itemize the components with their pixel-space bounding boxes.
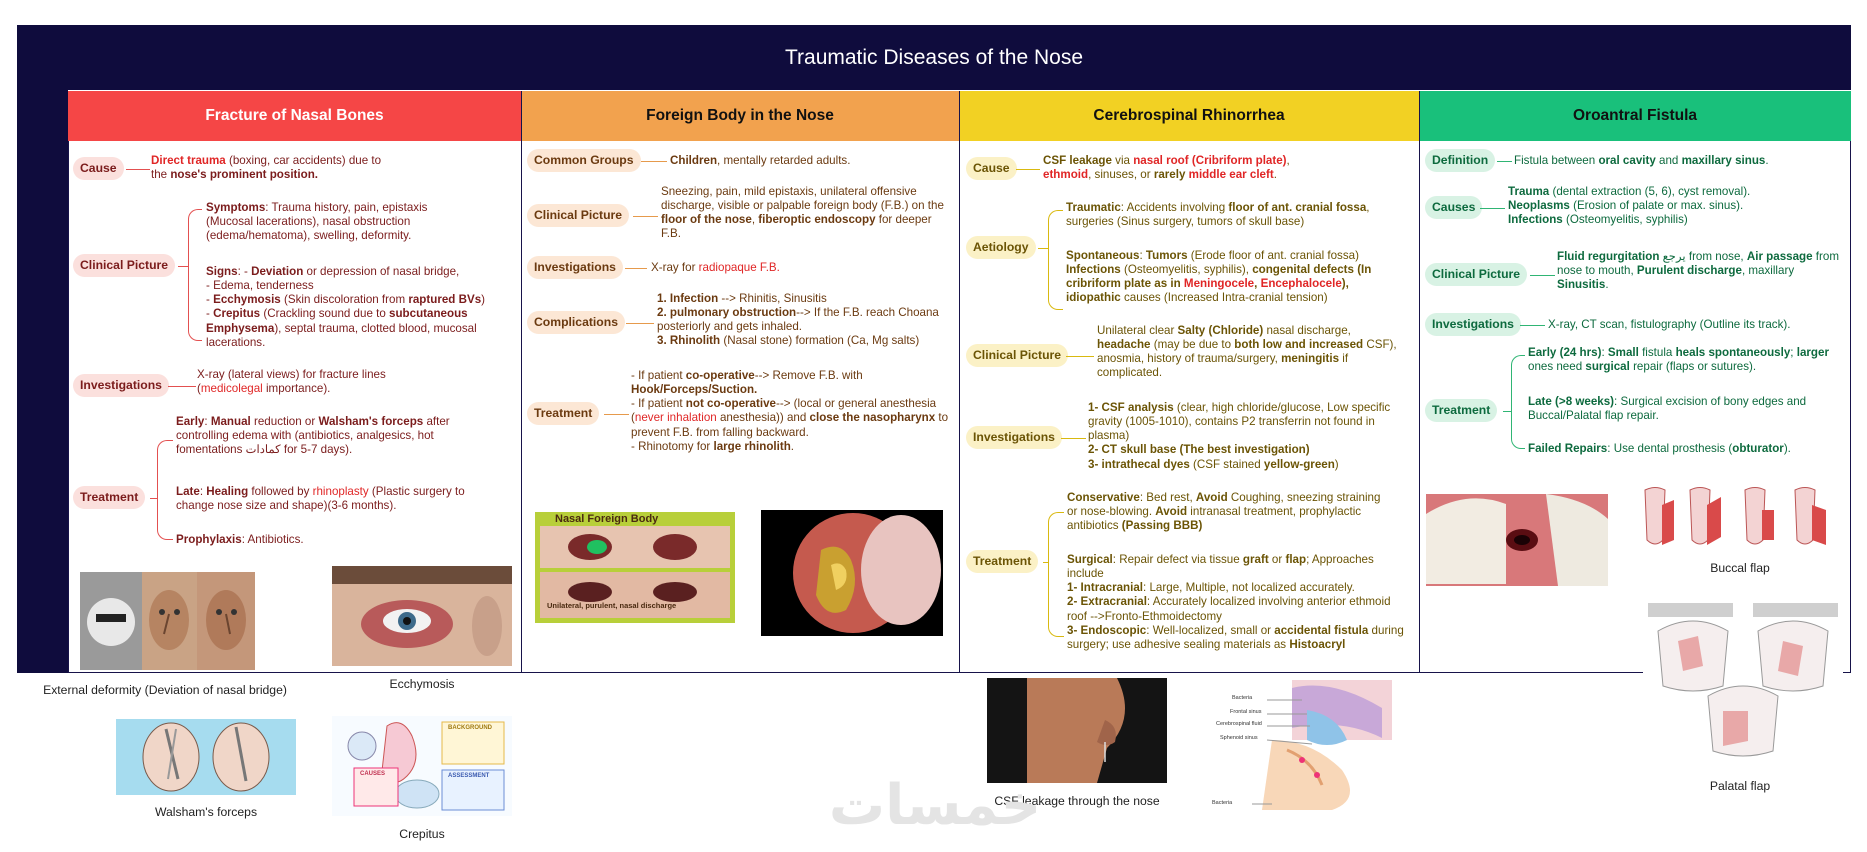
causes-text: Trauma (dental extraction (5, 6), cyst removal). Neoplasms (Erosion of palate or max. sinus). Infections (Osteomyelitis, syphilis) <box>1508 185 1751 227</box>
connector <box>1480 208 1505 209</box>
connector <box>1038 248 1048 249</box>
header-csf-rhinorrhea: Cerebrospinal Rhinorrhea <box>959 91 1419 141</box>
column-divider <box>521 91 522 673</box>
investigations-text: X-ray for radiopaque F.B. <box>651 261 780 274</box>
treatment-conservative: Conservative: Bed rest, Avoid Coughing, sneezing straining or nose-blowing. Avoid intranasal treatment, prophylactic antibiotics (Passing BBB) <box>1067 491 1381 533</box>
palatal-flap-illustration <box>1643 601 1843 771</box>
complications-text: 1. Infection --> Rhinitis, Sinusitis 2. pulmonary obstruction--> If the F.B. reach Choana posteriorly and gets inhaled. 3. Rhinolith (Nasal stone) formation (Ca, Mg salts) <box>657 292 939 348</box>
clinical-picture-label: Clinical Picture <box>527 204 629 227</box>
cause-text: CSF leakage via nasal roof (Cribriform plate), ethmoid, sinuses, or rarely middle ear cleft. <box>1043 154 1290 182</box>
treatment-failed: Failed Repairs: Use dental prosthesis (obturator). <box>1528 442 1791 455</box>
bracket <box>1511 355 1525 449</box>
clinical-picture-text: Unilateral clear Salty (Chloride) nasal discharge, headache (may be due to both low and increased CSF), anosmia, history of trauma/surgery, meningitis if complicated. <box>1097 324 1397 380</box>
investigations-label: Investigations <box>73 374 169 397</box>
treatment-label: Treatment <box>527 402 599 425</box>
clinical-picture-label: Clinical Picture <box>966 344 1068 367</box>
aetiology-label: Aetiology <box>966 236 1036 259</box>
bracket <box>188 209 202 341</box>
bracket <box>157 440 173 540</box>
crepitus-background-title: BACKGROUND <box>448 725 492 731</box>
left-banner-strip <box>17 90 68 673</box>
treatment-label: Treatment <box>966 550 1038 573</box>
definition-label: Definition <box>1425 149 1495 172</box>
treatment-label: Treatment <box>1425 399 1497 422</box>
csf-leakage-photo <box>987 678 1167 783</box>
caption-csf-leakage: CSF leakage through the nose <box>994 794 1160 808</box>
bracket <box>1048 210 1063 310</box>
treatment-early: Early (24 hrs): Small fistula heals spontaneously; larger ones need surgical repair (flaps or sutures). <box>1528 346 1829 374</box>
treatment-early: Early: Manual reduction or Walsham's forceps after controlling edema with (antibiotics, analgesics, hot fomentations كمادات for 5-7 days). <box>176 415 450 457</box>
diagram-label-frontal-sinus: Frontal sinus <box>1230 709 1262 715</box>
foreign-body-image-subtitle: Unilateral, purulent, nasal discharge <box>547 601 677 610</box>
connector <box>604 414 629 415</box>
treatment-late: Late: Healing followed by rhinoplasty (Plastic surgery to change nose size and shape)(3-6 months). <box>176 485 465 513</box>
buccal-flap-illustration <box>1640 485 1840 557</box>
connector <box>1497 161 1512 162</box>
external-deformity-photo <box>80 572 255 670</box>
treatment-label: Treatment <box>73 486 145 509</box>
connector <box>150 498 157 499</box>
investigations-label: Investigations <box>966 426 1062 449</box>
connector <box>625 268 647 269</box>
common-groups-text: Children, mentally retarded adults. <box>670 154 851 167</box>
connector <box>1503 411 1511 412</box>
connector <box>178 266 188 267</box>
investigations-text: X-ray, CT scan, fistulography (Outline its track). <box>1548 318 1791 331</box>
diagram-label-bacteria: Bacteria <box>1232 695 1253 701</box>
clinical-picture-text: Sneezing, pain, mild epistaxis, unilateral offensive discharge, visible or palpable foreign body (F.B.) on the floor of the nose, fiberoptic endoscopy for deeper F.B. <box>661 185 944 241</box>
connector <box>168 386 196 387</box>
diagram-label-csf: Cerebrospinal fluid <box>1216 721 1262 727</box>
causes-label: Causes <box>1425 196 1482 219</box>
definition-text: Fistula between oral cavity and maxillary sinus. <box>1514 154 1769 167</box>
treatment-late: Late (>8 weeks): Surgical excision of bony edges and Buccal/Palatal flap repair. <box>1528 395 1807 423</box>
crepitus-causes-title: CAUSES <box>360 771 386 777</box>
diagram-label-sphenoid-sinus: Sphenoid sinus <box>1220 735 1258 741</box>
investigations-label: Investigations <box>527 256 623 279</box>
complications-label: Complications <box>527 311 625 334</box>
bracket <box>1048 512 1064 637</box>
clinical-picture-text: Fluid regurgitation يرجع from nose, Air passage from nose to mouth, Purulent discharge, maxillary Sinusitis. <box>1557 250 1839 292</box>
cause-label: Cause <box>966 157 1017 180</box>
connector <box>641 161 667 162</box>
connector <box>626 323 654 324</box>
caption-ecchymosis: Ecchymosis <box>389 677 455 691</box>
common-groups-label: Common Groups <box>527 149 641 172</box>
treatment-text: - If patient co-operative--> Remove F.B. with Hook/Forceps/Suction. - If patient not co-operative--> (local or general anesthesia (never inhalation anesthesia)) and close the nasopharynx to prevent F.B. from falling backward. - Rhinotomy for large rhinolith. <box>631 369 949 453</box>
crepitus-assessment-title: ASSESSMENT <box>448 773 490 779</box>
caption-crepitus: Crepitus <box>399 827 445 841</box>
treatment-prophylaxis: Prophylaxis: Antibiotics. <box>176 533 304 546</box>
diagram-label-bacteria-2: Bacteria <box>1212 800 1233 806</box>
walsham-forceps-image <box>116 719 296 795</box>
connector <box>1066 356 1094 357</box>
header-fracture: Fracture of Nasal Bones <box>68 91 521 141</box>
ecchymosis-photo <box>332 566 512 666</box>
connector <box>1530 275 1555 276</box>
connector <box>1520 325 1545 326</box>
connector <box>1016 169 1040 170</box>
investigations-text: X-ray (lateral views) for fracture lines (medicolegal importance). <box>197 368 386 396</box>
page-title: Traumatic Diseases of the Nose <box>17 25 1851 90</box>
clinical-picture-label: Clinical Picture <box>1425 263 1527 286</box>
treatment-surgical: Surgical: Repair defect via tissue graft or flap; Approaches include 1- Intracranial: Large, Multiple, not localized accurately. 2- Extracranial: Accurately localized involving anterior ethmoid roof -->Fronto-Ethmoidectomy 3- Endoscopic: Well-localized, small or accidental fistula during surgery; use adhesive sealing materials as Histoacryl <box>1067 553 1404 651</box>
csf-anatomy-diagram <box>1212 680 1392 810</box>
investigations-text: 1- CSF analysis (clear, high chloride/glucose, Low specific gravity (1005-1010), contains P2 transferrin not found in plasma) 2- CT skull base (The best investigation) 3- intrathecal dyes (CSF stained yellow-green) <box>1088 401 1391 471</box>
symptoms-text: Symptoms: Trauma history, pain, epistaxis (Mucosal lacerations), nasal obstruction (edema/hematoma), swelling, deformity. <box>206 201 428 243</box>
column-divider <box>1419 91 1420 673</box>
nasal-foreign-body-image <box>535 512 735 623</box>
fistula-photo <box>1426 494 1608 586</box>
header-oroantral-fistula: Oroantral Fistula <box>1419 91 1851 141</box>
caption-palatal-flap: Palatal flap <box>1709 779 1771 793</box>
header-foreign-body: Foreign Body in the Nose <box>521 91 959 141</box>
column-divider <box>959 91 960 673</box>
endoscopic-foreign-body-photo <box>761 510 943 636</box>
crepitus-infographic <box>332 716 512 816</box>
clinical-picture-label: Clinical Picture <box>73 254 175 277</box>
watermark: خمسات <box>828 773 1042 838</box>
cause-text: Direct trauma (boxing, car accidents) due to the nose's prominent position. <box>151 154 382 182</box>
caption-walsham-forceps: Walsham's forceps <box>154 805 258 819</box>
signs-text: Signs: - Deviation or depression of nasal bridge, - Edema, tenderness - Ecchymosis (Skin discoloration from raptured BVs) - Crepitus (Crackling sound due to subcutaneous Emphysema), septal trauma, clotted blood, mucosal lacerations. <box>206 265 486 349</box>
connector <box>633 216 658 217</box>
aetiology-spontaneous: Spontaneous: Tumors (Erode floor of ant. cranial fossa) Infections (Osteomyelitis, syphilis), congenital defects (In cribriform plate as in Meningocele, Encephalocele), idiopathic causes (Increased Intra-cranial tension) <box>1066 249 1372 305</box>
caption-buccal-flap: Buccal flap <box>1710 561 1770 575</box>
cause-label: Cause <box>73 157 124 180</box>
aetiology-traumatic: Traumatic: Accidents involving floor of ant. cranial fossa, surgeries (Sinus surgery, tumors of skull base) <box>1066 201 1370 229</box>
investigations-label: Investigations <box>1425 313 1521 336</box>
caption-external-deformity: External deformity (Deviation of nasal bridge) <box>43 683 287 697</box>
connector <box>126 169 150 170</box>
connector <box>1061 438 1086 439</box>
foreign-body-image-title: Nasal Foreign Body <box>555 513 659 525</box>
